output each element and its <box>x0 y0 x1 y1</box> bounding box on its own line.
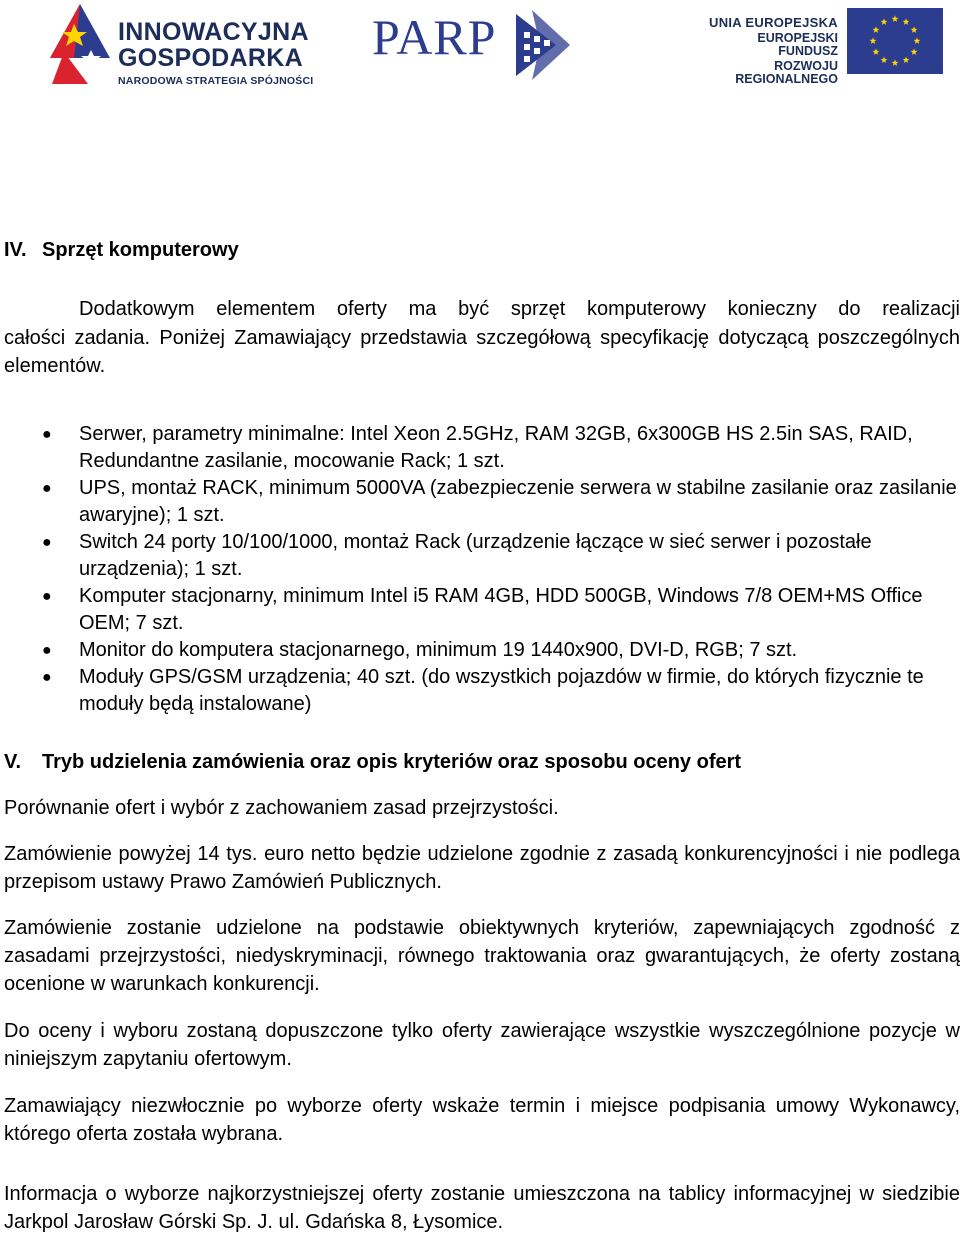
list-item <box>0 583 960 637</box>
eu-flag-icon <box>847 8 943 74</box>
paragraph: Do oceny i wyboru zostaną dopuszczone tylko oferty zawierające wszystkie wyszczególnione pozycje w niniejszym zapytaniu ofertowym. <box>4 1020 960 1070</box>
list-item-text: Switch 24 porty 10/100/1000, montaż Rack (urządzenie łączące w sieć serwer i pozostałe urządzenia); 1 szt. <box>79 531 872 580</box>
bullet-icon: ● <box>42 426 52 443</box>
list-item <box>0 421 960 475</box>
paragraph: Zamówienie powyżej 14 tys. euro netto będzie udzielone zgodnie z zasadą konkurencyjności i nie podlega przepisom ustawy Prawo Zamówień Publicznych. <box>4 843 960 893</box>
logo-text-line: INNOWACYJNA <box>118 18 309 46</box>
document-header <box>0 0 960 95</box>
list-item-text: Serwer, parametry minimalne: Intel Xeon 2.5GHz, RAM 32GB, 6x300GB HS 2.5in SAS, RAID, Redundantne zasilanie, mocowanie Rack; 1 szt. <box>79 423 913 472</box>
intro-paragraph: całości zadania. Poniżej Zamawiający przedstawia szczegółową specyfikację dotyczącą poszczególnych elementów. <box>4 327 960 377</box>
innowacyjna-gospodarka-logo <box>44 0 314 92</box>
bullet-icon: ● <box>42 669 52 686</box>
section-heading <box>4 750 741 774</box>
list-item <box>0 475 960 529</box>
logo-text-line: NARODOWA STRATEGIA SPÓJNOŚCI <box>118 75 314 87</box>
bullet-icon: ● <box>42 588 52 605</box>
intro-paragraph-first-line: Dodatkowym elementem oferty ma być sprzęt komputerowy konieczny do realizacji <box>79 298 960 320</box>
section-title: Sprzęt komputerowy <box>42 239 239 261</box>
parp-arrow-mark <box>512 6 572 84</box>
list-item <box>0 637 960 664</box>
paragraph: Zamawiający niezwłocznie po wyborze oferty wskaże termin i miejsce podpisania umowy Wykonawcy, którego oferta została wybrana. <box>4 1095 960 1145</box>
parp-logo-text: PARP <box>372 9 497 65</box>
list-item-text: Komputer stacjonarny, minimum Intel i5 RAM 4GB, HDD 500GB, Windows 7/8 OEM+MS Office OEM; 7 szt. <box>79 585 923 634</box>
section-number: IV. <box>4 239 27 261</box>
equipment-list <box>0 421 960 718</box>
paragraph: Informacja o wyborze najkorzystniejszej oferty zostanie umieszczona na tablicy informacyjnej w siedzibie Jarkpol Jarosław Górski Sp. J. ul. Gdańska 8, Łysomice. <box>4 1183 960 1233</box>
section-title: Tryb udzielenia zamówienia oraz opis kryteriów oraz sposobu oceny ofert <box>42 751 742 773</box>
list-item-text: Moduły GPS/GSM urządzenia; 40 szt. (do wszystkich pojazdów w firmie, do których fizycznie te moduły będą instalowane) <box>79 666 924 715</box>
logo-text-line: ROZWOJU REGIONALNEGO <box>735 59 838 86</box>
paragraph: Zamówienie zostanie udzielone na podstawie obiektywnych kryteriów, zapewniających zgodność z zasadami przejrzystości, niedyskryminacji, równego traktowania oraz gwarantujących, że oferty zostaną ocenione w warunkach konkurencji. <box>4 917 960 995</box>
logo-text-line: EUROPEJSKI FUNDUSZ <box>757 31 838 58</box>
eu-logo <box>700 8 945 86</box>
section-heading <box>4 238 239 262</box>
logo-text-line: GOSPODARKA <box>118 44 303 72</box>
list-item <box>0 529 960 583</box>
bullet-icon: ● <box>42 534 52 551</box>
bullet-icon: ● <box>42 642 52 659</box>
list-item-text: UPS, montaż RACK, minimum 5000VA (zabezpieczenie serwera w stabilne zasilanie oraz zasilanie awaryjne); 1 szt. <box>79 477 957 526</box>
list-item <box>0 664 960 718</box>
logo-text-line: UNIA EUROPEJSKA <box>709 15 838 30</box>
innowacyjna-gospodarka-emblem <box>44 0 116 92</box>
paragraph: Porównanie ofert i wybór z zachowaniem zasad przejrzystości. <box>4 797 559 819</box>
parp-logo <box>372 6 592 86</box>
list-item-text: Monitor do komputera stacjonarnego, minimum 19 1440x900, DVI-D, RGB; 7 szt. <box>79 639 798 661</box>
section-number: V. <box>4 751 22 773</box>
bullet-icon: ● <box>42 480 52 497</box>
